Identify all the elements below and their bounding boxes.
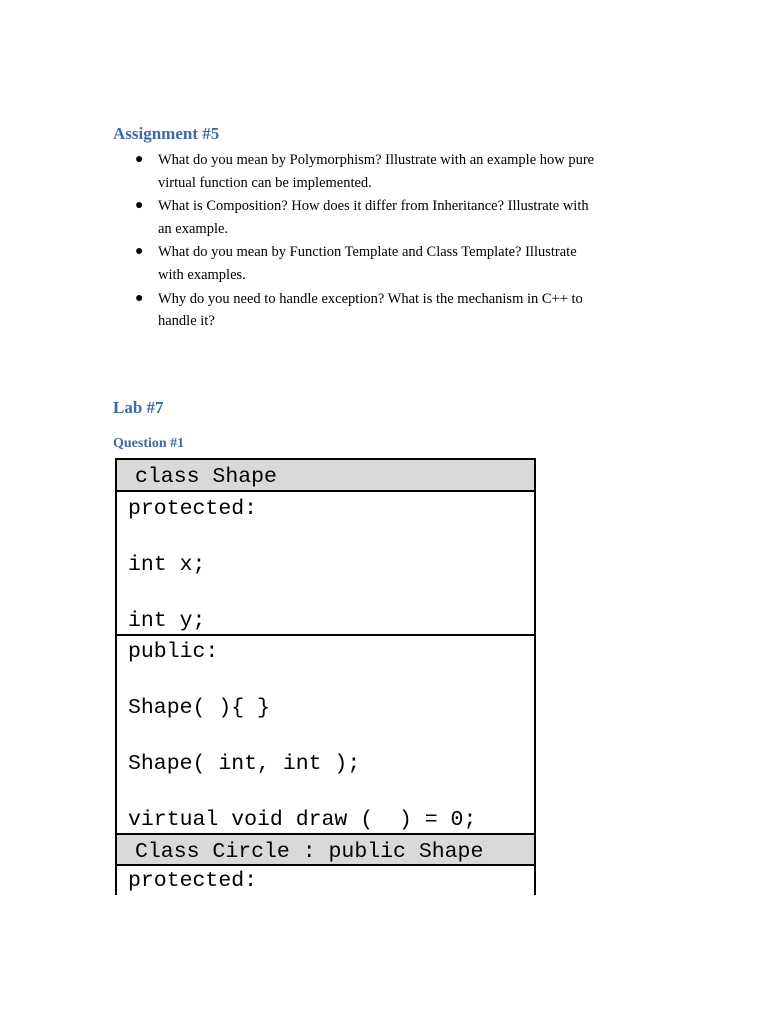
public-label: public: <box>128 640 219 664</box>
question-line: Why do you need to handle exception? What is the mechanism in C++ to <box>158 290 583 307</box>
shape-class-header: class Shape <box>117 460 534 492</box>
assignment-title: Assignment #5 <box>113 124 220 143</box>
list-item <box>113 288 673 333</box>
draw-method: virtual void draw ( ) = 0; <box>128 808 477 832</box>
list-item <box>113 195 673 240</box>
shape-public-section <box>117 636 534 835</box>
question-line: handle it? <box>158 313 215 330</box>
list-item <box>113 241 673 286</box>
bullet-icon: ● <box>135 290 144 306</box>
question-title: Question #1 <box>113 436 185 451</box>
question-line: What do you mean by Function Template and Class Template? Illustrate <box>158 244 577 261</box>
question-line: an example. <box>158 220 229 237</box>
bullet-icon: ● <box>135 198 144 214</box>
circle-protected-label: protected: <box>117 866 534 895</box>
assignment-question-list <box>113 149 673 334</box>
member-y: int y; <box>128 609 206 633</box>
lab-title: Lab #7 <box>113 398 164 417</box>
question-line: with examples. <box>158 266 246 283</box>
circle-class-header: Class Circle : public Shape <box>117 833 534 866</box>
list-item <box>113 149 673 194</box>
bullet-icon: ● <box>135 152 144 167</box>
default-constructor: Shape( ){ } <box>128 696 270 720</box>
member-x: int x; <box>128 553 206 577</box>
question-line: What do you mean by Polymorphism? Illustrate with an example how pure <box>158 152 595 168</box>
protected-label: protected: <box>128 497 258 521</box>
question-line: What is Composition? How does it differ from Inheritance? Illustrate with <box>158 198 589 215</box>
question-line: virtual function can be implemented. <box>158 174 372 191</box>
param-constructor: Shape( int, int ); <box>128 752 361 776</box>
shape-protected-section <box>117 492 534 636</box>
uml-class-diagram <box>115 458 536 895</box>
bullet-icon: ● <box>135 244 144 260</box>
